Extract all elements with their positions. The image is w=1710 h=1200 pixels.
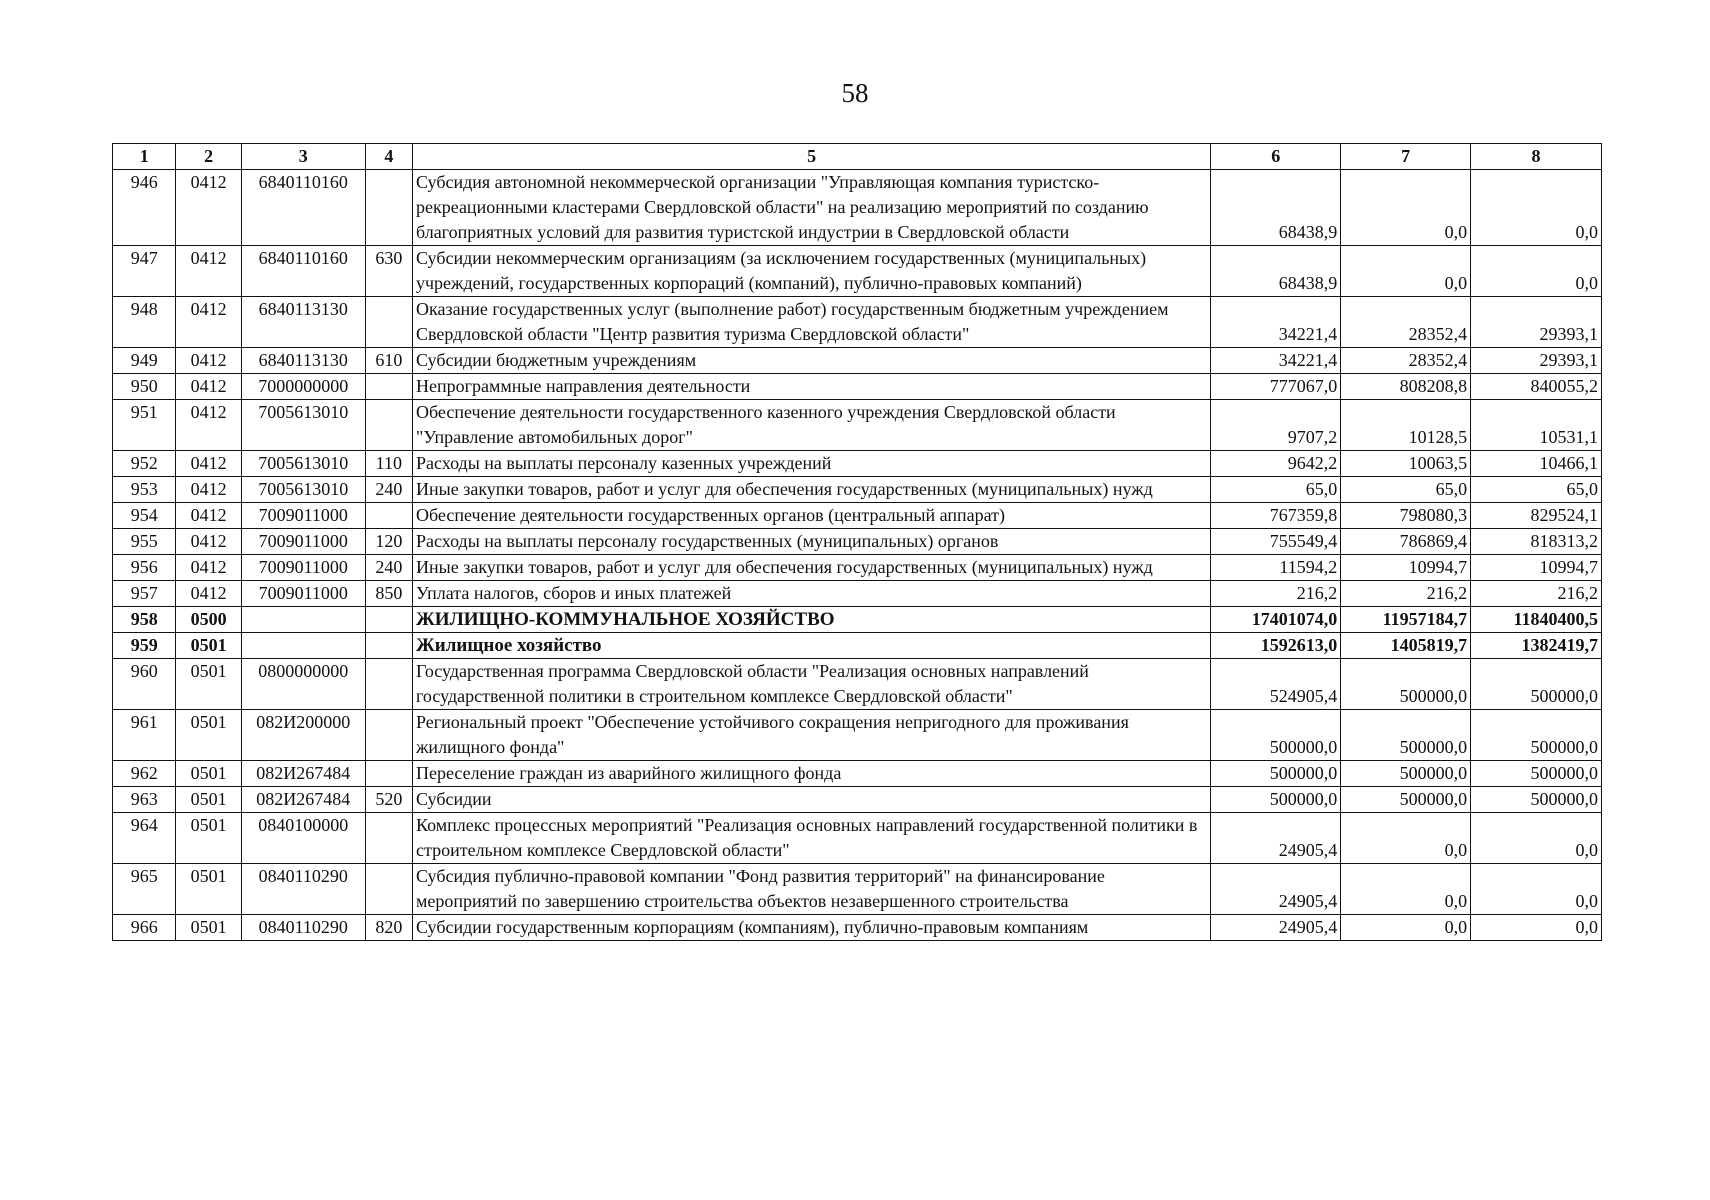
amount-col-6: 24905,4 <box>1211 813 1341 864</box>
row-description: Расходы на выплаты персоналу казенных учреждений <box>413 451 1211 477</box>
expense-type <box>365 659 412 710</box>
amount-col-8: 216,2 <box>1471 581 1602 607</box>
expense-type <box>365 607 412 633</box>
table-row <box>113 864 1602 915</box>
amount-col-7: 28352,4 <box>1341 348 1471 374</box>
amount-col-7: 786869,4 <box>1341 529 1471 555</box>
section-code: 0412 <box>176 400 241 451</box>
amount-col-7: 11957184,7 <box>1341 607 1471 633</box>
section-code: 0501 <box>176 710 241 761</box>
table-row <box>113 710 1602 761</box>
section-code: 0501 <box>176 864 241 915</box>
table-row <box>113 297 1602 348</box>
row-description: Иные закупки товаров, работ и услуг для обеспечения государственных (муниципальных) нужд <box>413 555 1211 581</box>
amount-col-6: 65,0 <box>1211 477 1341 503</box>
column-header: 1 <box>113 144 176 170</box>
row-number: 956 <box>113 555 176 581</box>
expense-type <box>365 170 412 246</box>
amount-col-8: 0,0 <box>1471 170 1602 246</box>
row-number: 952 <box>113 451 176 477</box>
row-number: 955 <box>113 529 176 555</box>
table-row <box>113 787 1602 813</box>
amount-col-7: 65,0 <box>1341 477 1471 503</box>
amount-col-8: 1382419,7 <box>1471 633 1602 659</box>
target-code <box>241 633 365 659</box>
target-code: 082И267484 <box>241 761 365 787</box>
expense-type <box>365 503 412 529</box>
amount-col-8: 500000,0 <box>1471 659 1602 710</box>
row-number: 966 <box>113 915 176 941</box>
row-number: 959 <box>113 633 176 659</box>
amount-col-8: 29393,1 <box>1471 297 1602 348</box>
table-row <box>113 529 1602 555</box>
amount-col-6: 68438,9 <box>1211 170 1341 246</box>
amount-col-7: 10994,7 <box>1341 555 1471 581</box>
amount-col-6: 500000,0 <box>1211 787 1341 813</box>
amount-col-8: 500000,0 <box>1471 787 1602 813</box>
table-row <box>113 374 1602 400</box>
table-row <box>113 400 1602 451</box>
amount-col-8: 0,0 <box>1471 813 1602 864</box>
section-code: 0412 <box>176 246 241 297</box>
row-description: Расходы на выплаты персоналу государственных (муниципальных) органов <box>413 529 1211 555</box>
target-code: 7000000000 <box>241 374 365 400</box>
section-code: 0501 <box>176 761 241 787</box>
column-header: 6 <box>1211 144 1341 170</box>
amount-col-6: 777067,0 <box>1211 374 1341 400</box>
row-description: Региональный проект "Обеспечение устойчивого сокращения непригодного для проживания жилищного фонда" <box>413 710 1211 761</box>
row-description: Иные закупки товаров, работ и услуг для обеспечения государственных (муниципальных) нужд <box>413 477 1211 503</box>
amount-col-8: 11840400,5 <box>1471 607 1602 633</box>
amount-col-7: 500000,0 <box>1341 659 1471 710</box>
row-description: Субсидия автономной некоммерческой организации "Управляющая компания туристско-рекреационными кластерами Свердловской области" на реализацию мероприятий по созданию благоприятных условий для развития туристской индустрии в Свердловской области <box>413 170 1211 246</box>
amount-col-8: 10531,1 <box>1471 400 1602 451</box>
expense-type <box>365 400 412 451</box>
column-header: 8 <box>1471 144 1602 170</box>
amount-col-6: 500000,0 <box>1211 710 1341 761</box>
table-row <box>113 915 1602 941</box>
expense-type: 820 <box>365 915 412 941</box>
expense-type: 610 <box>365 348 412 374</box>
table-row <box>113 633 1602 659</box>
amount-col-7: 10063,5 <box>1341 451 1471 477</box>
table-row <box>113 581 1602 607</box>
amount-col-7: 0,0 <box>1341 813 1471 864</box>
expense-type: 520 <box>365 787 412 813</box>
table-row <box>113 348 1602 374</box>
amount-col-8: 0,0 <box>1471 864 1602 915</box>
amount-col-7: 798080,3 <box>1341 503 1471 529</box>
table-body <box>113 170 1602 941</box>
row-number: 958 <box>113 607 176 633</box>
expense-type <box>365 710 412 761</box>
table-row <box>113 761 1602 787</box>
amount-col-6: 9642,2 <box>1211 451 1341 477</box>
section-code: 0412 <box>176 529 241 555</box>
amount-col-8: 829524,1 <box>1471 503 1602 529</box>
amount-col-7: 500000,0 <box>1341 710 1471 761</box>
row-number: 951 <box>113 400 176 451</box>
amount-col-6: 34221,4 <box>1211 348 1341 374</box>
row-description: Субсидии <box>413 787 1211 813</box>
expense-type: 850 <box>365 581 412 607</box>
amount-col-8: 65,0 <box>1471 477 1602 503</box>
table-row <box>113 246 1602 297</box>
row-number: 948 <box>113 297 176 348</box>
row-number: 949 <box>113 348 176 374</box>
row-number: 947 <box>113 246 176 297</box>
expense-type <box>365 633 412 659</box>
amount-col-8: 0,0 <box>1471 246 1602 297</box>
row-number: 961 <box>113 710 176 761</box>
amount-col-8: 10994,7 <box>1471 555 1602 581</box>
expense-type <box>365 297 412 348</box>
table-row <box>113 451 1602 477</box>
table-row <box>113 170 1602 246</box>
section-code: 0412 <box>176 477 241 503</box>
amount-col-7: 500000,0 <box>1341 761 1471 787</box>
amount-col-6: 68438,9 <box>1211 246 1341 297</box>
row-description: Жилищное хозяйство <box>413 633 1211 659</box>
row-description: Обеспечение деятельности государственных органов (центральный аппарат) <box>413 503 1211 529</box>
row-number: 950 <box>113 374 176 400</box>
section-code: 0412 <box>176 297 241 348</box>
row-number: 957 <box>113 581 176 607</box>
section-code: 0412 <box>176 581 241 607</box>
amount-col-6: 24905,4 <box>1211 864 1341 915</box>
amount-col-6: 34221,4 <box>1211 297 1341 348</box>
row-number: 954 <box>113 503 176 529</box>
row-number: 965 <box>113 864 176 915</box>
row-number: 964 <box>113 813 176 864</box>
target-code: 7005613010 <box>241 400 365 451</box>
column-header: 7 <box>1341 144 1471 170</box>
row-number: 963 <box>113 787 176 813</box>
expense-type: 240 <box>365 555 412 581</box>
row-description: Субсидии государственным корпорациям (компаниям), публично-правовым компаниям <box>413 915 1211 941</box>
row-description: Переселение граждан из аварийного жилищного фонда <box>413 761 1211 787</box>
row-description: Уплата налогов, сборов и иных платежей <box>413 581 1211 607</box>
row-description: Обеспечение деятельности государственного казенного учреждения Свердловской области "Управление автомобильных дорог" <box>413 400 1211 451</box>
target-code: 0840100000 <box>241 813 365 864</box>
column-header: 4 <box>365 144 412 170</box>
amount-col-8: 10466,1 <box>1471 451 1602 477</box>
expense-type: 120 <box>365 529 412 555</box>
target-code: 082И200000 <box>241 710 365 761</box>
row-description: Комплекс процессных мероприятий "Реализация основных направлений государственной политики в строительном комплексе Свердловской области" <box>413 813 1211 864</box>
amount-col-6: 767359,8 <box>1211 503 1341 529</box>
section-code: 0412 <box>176 374 241 400</box>
amount-col-6: 755549,4 <box>1211 529 1341 555</box>
amount-col-8: 500000,0 <box>1471 710 1602 761</box>
amount-col-8: 0,0 <box>1471 915 1602 941</box>
section-code: 0501 <box>176 633 241 659</box>
row-number: 953 <box>113 477 176 503</box>
page-number: 58 <box>841 78 869 108</box>
expense-type: 630 <box>365 246 412 297</box>
target-code: 6840113130 <box>241 297 365 348</box>
target-code: 0800000000 <box>241 659 365 710</box>
target-code: 7005613010 <box>241 451 365 477</box>
amount-col-6: 24905,4 <box>1211 915 1341 941</box>
amount-col-7: 500000,0 <box>1341 787 1471 813</box>
target-code: 6840113130 <box>241 348 365 374</box>
column-header: 5 <box>413 144 1211 170</box>
amount-col-7: 0,0 <box>1341 246 1471 297</box>
section-code: 0412 <box>176 451 241 477</box>
section-code: 0412 <box>176 503 241 529</box>
target-code: 7005613010 <box>241 477 365 503</box>
column-header: 3 <box>241 144 365 170</box>
row-number: 960 <box>113 659 176 710</box>
target-code: 7009011000 <box>241 529 365 555</box>
target-code: 0840110290 <box>241 915 365 941</box>
target-code: 082И267484 <box>241 787 365 813</box>
row-description: Субсидии бюджетным учреждениям <box>413 348 1211 374</box>
amount-col-6: 1592613,0 <box>1211 633 1341 659</box>
amount-col-6: 524905,4 <box>1211 659 1341 710</box>
section-code: 0412 <box>176 555 241 581</box>
row-number: 946 <box>113 170 176 246</box>
expense-type <box>365 864 412 915</box>
section-code: 0501 <box>176 915 241 941</box>
expense-type <box>365 813 412 864</box>
amount-col-6: 9707,2 <box>1211 400 1341 451</box>
amount-col-6: 11594,2 <box>1211 555 1341 581</box>
expense-type: 110 <box>365 451 412 477</box>
expense-type <box>365 374 412 400</box>
section-code: 0500 <box>176 607 241 633</box>
budget-table <box>112 143 1602 941</box>
amount-col-6: 500000,0 <box>1211 761 1341 787</box>
amount-col-7: 1405819,7 <box>1341 633 1471 659</box>
amount-col-7: 0,0 <box>1341 915 1471 941</box>
amount-col-7: 216,2 <box>1341 581 1471 607</box>
amount-col-8: 818313,2 <box>1471 529 1602 555</box>
section-code: 0501 <box>176 787 241 813</box>
column-header: 2 <box>176 144 241 170</box>
target-code: 6840110160 <box>241 170 365 246</box>
row-number: 962 <box>113 761 176 787</box>
section-code: 0501 <box>176 813 241 864</box>
target-code: 7009011000 <box>241 503 365 529</box>
target-code: 7009011000 <box>241 581 365 607</box>
target-code: 0840110290 <box>241 864 365 915</box>
amount-col-6: 216,2 <box>1211 581 1341 607</box>
table-row <box>113 659 1602 710</box>
table-row <box>113 607 1602 633</box>
amount-col-7: 10128,5 <box>1341 400 1471 451</box>
amount-col-7: 0,0 <box>1341 170 1471 246</box>
section-code: 0412 <box>176 170 241 246</box>
section-code: 0501 <box>176 659 241 710</box>
row-description: Субсидии некоммерческим организациям (за исключением государственных (муниципальных) учреждений, государственных корпораций (компаний), публично-правовых компаний) <box>413 246 1211 297</box>
amount-col-8: 500000,0 <box>1471 761 1602 787</box>
table-row <box>113 503 1602 529</box>
amount-col-7: 0,0 <box>1341 864 1471 915</box>
amount-col-8: 29393,1 <box>1471 348 1602 374</box>
expense-type <box>365 761 412 787</box>
target-code <box>241 607 365 633</box>
section-code: 0412 <box>176 348 241 374</box>
amount-col-7: 808208,8 <box>1341 374 1471 400</box>
table-header-row <box>113 144 1602 170</box>
amount-col-6: 17401074,0 <box>1211 607 1341 633</box>
amount-col-8: 840055,2 <box>1471 374 1602 400</box>
row-description: Оказание государственных услуг (выполнение работ) государственным бюджетным учреждением Свердловской области "Центр развития туризма Свердловской области" <box>413 297 1211 348</box>
row-description: ЖИЛИЩНО-КОММУНАЛЬНОЕ ХОЗЯЙСТВО <box>413 607 1211 633</box>
table-row <box>113 813 1602 864</box>
target-code: 6840110160 <box>241 246 365 297</box>
target-code: 7009011000 <box>241 555 365 581</box>
table-row <box>113 477 1602 503</box>
row-description: Непрограммные направления деятельности <box>413 374 1211 400</box>
row-description: Субсидия публично-правовой компании "Фонд развития территорий" на финансирование мероприятий по завершению строительства объектов незавершенного строительства <box>413 864 1211 915</box>
row-description: Государственная программа Свердловской области "Реализация основных направлений государственной политики в строительном комплексе Свердловской области" <box>413 659 1211 710</box>
amount-col-7: 28352,4 <box>1341 297 1471 348</box>
expense-type: 240 <box>365 477 412 503</box>
table-row <box>113 555 1602 581</box>
